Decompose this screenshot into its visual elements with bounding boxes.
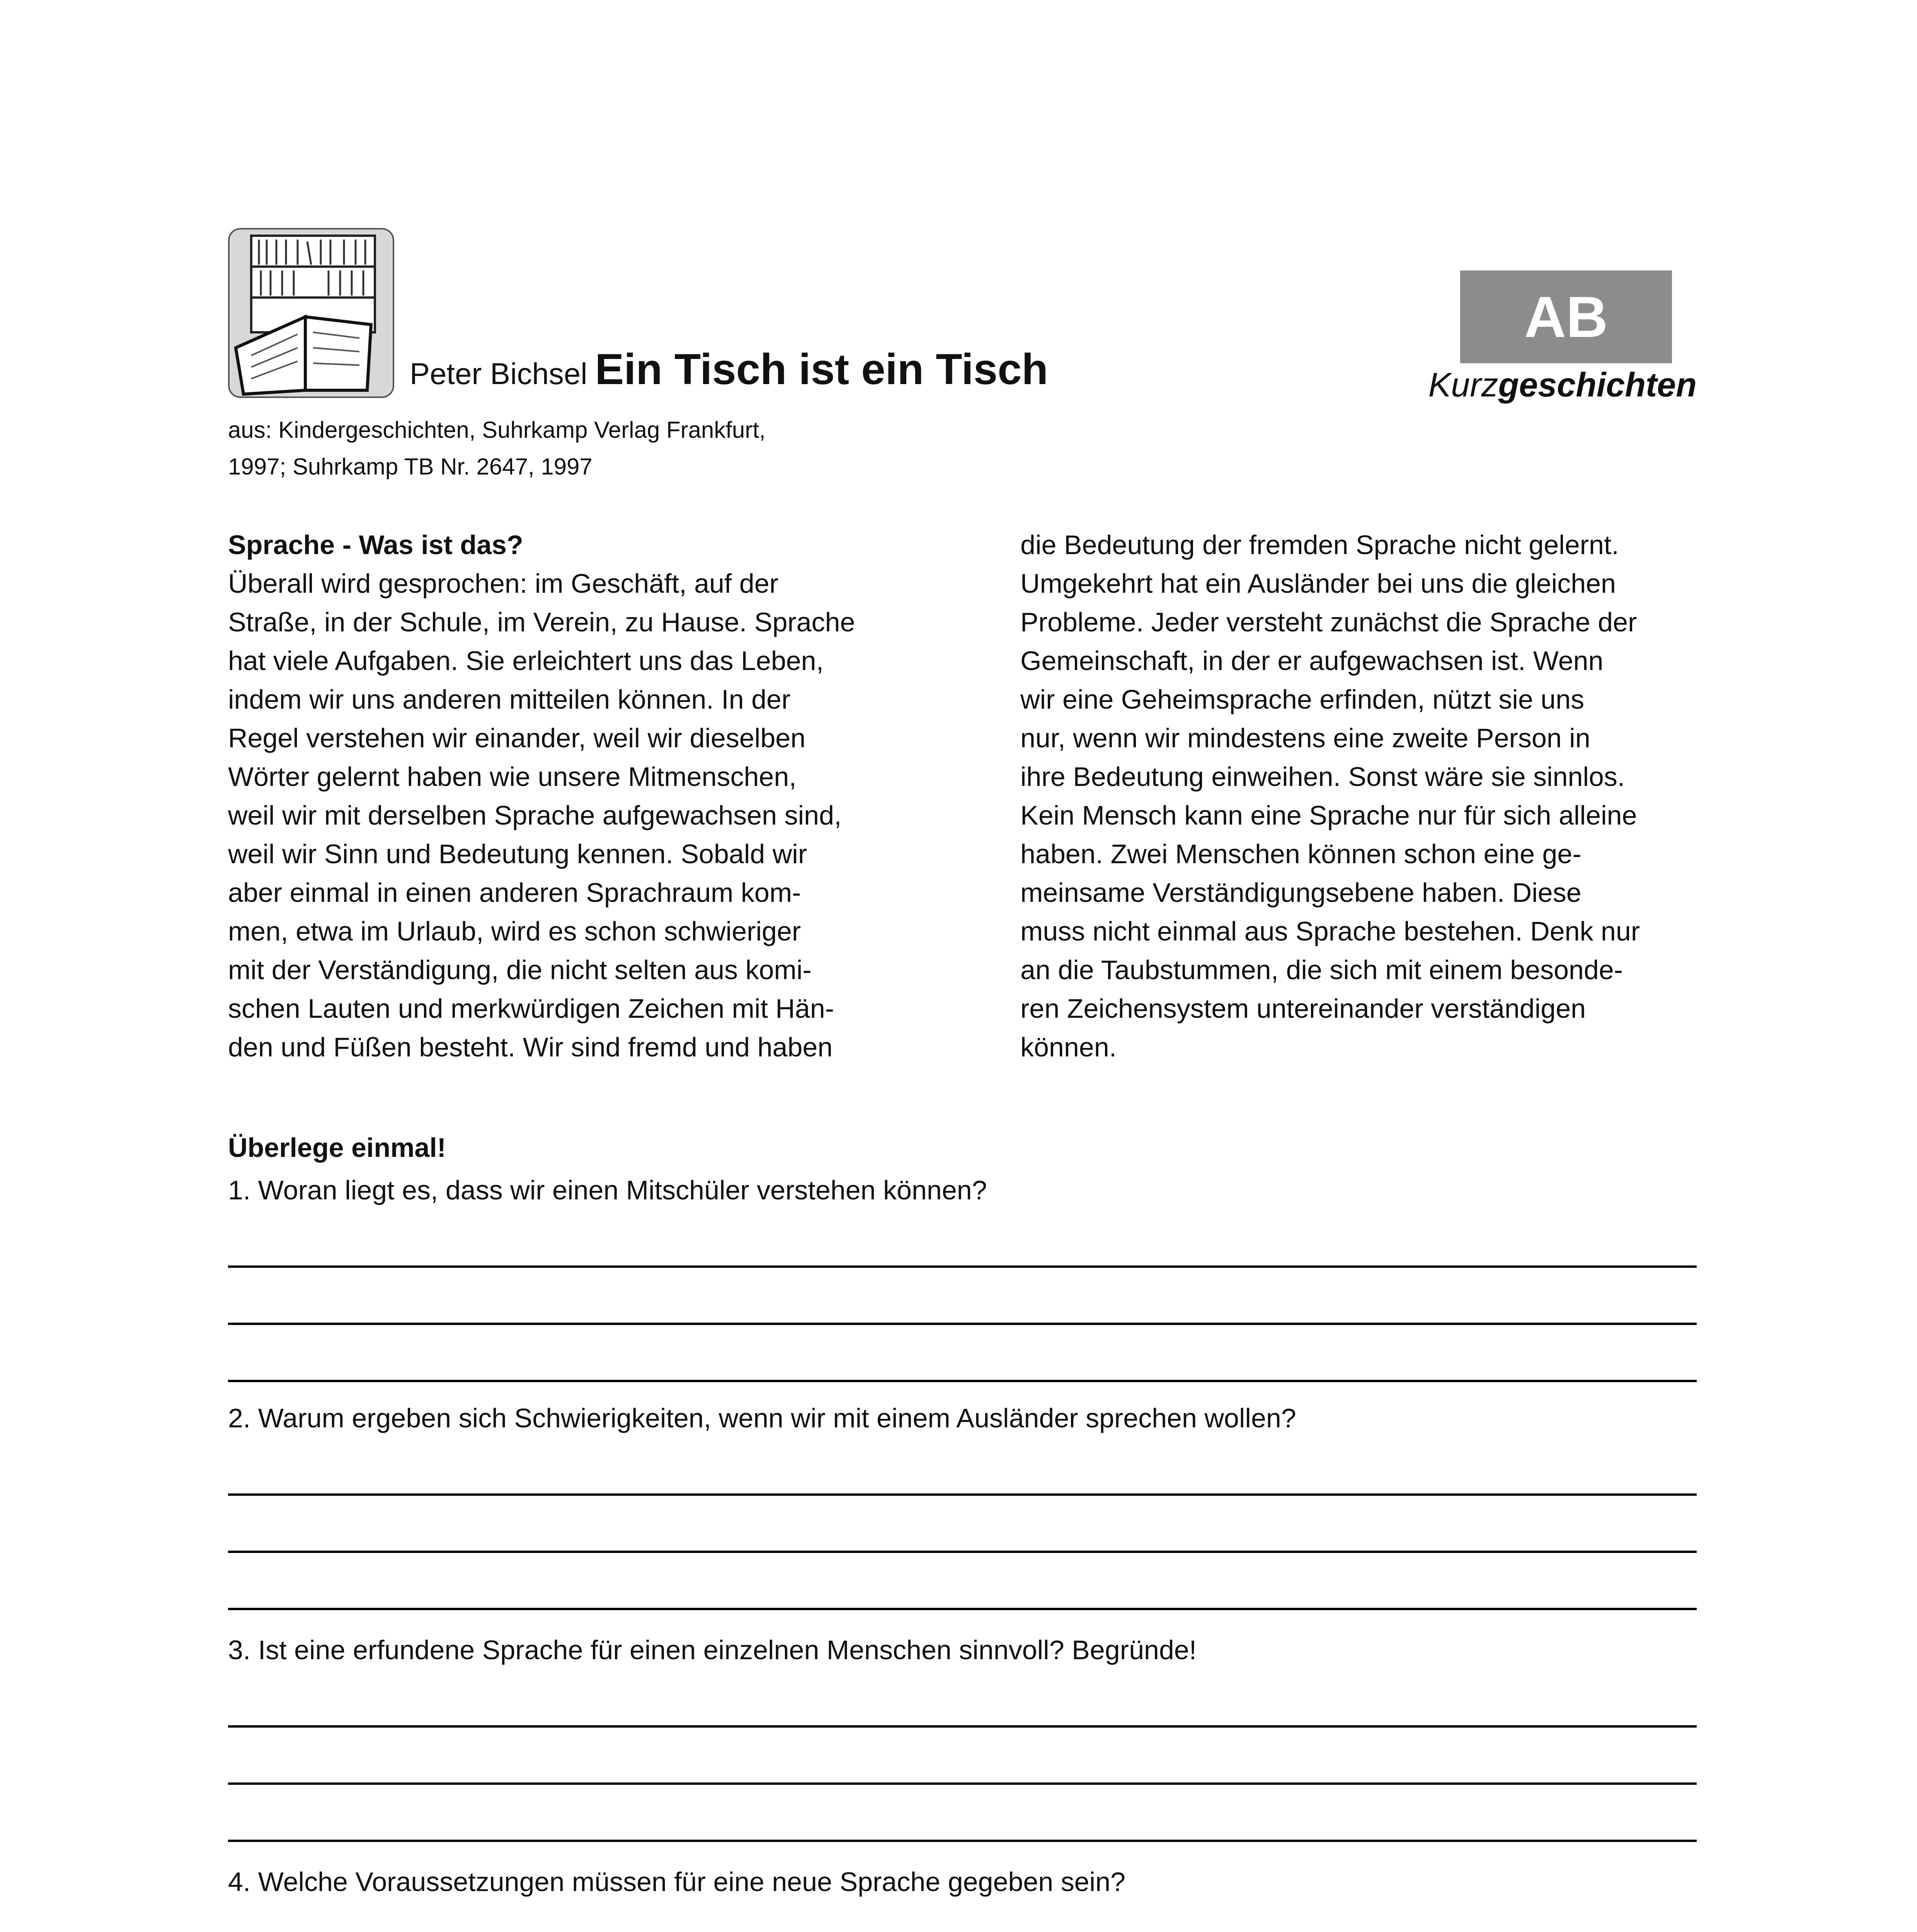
answer-line[interactable] [228,1840,1697,1842]
source-line: aus: Kindergeschichten, Suhrkamp Verlag Frankfurt, [228,417,766,443]
text-line: nur, wenn wir mindestens eine zweite Person in [1020,723,1590,753]
section-heading: Sprache - Was ist das? [228,530,523,560]
title-line [410,345,1048,393]
answer-line[interactable] [228,1782,1697,1785]
left-paragraph [228,564,943,1066]
text-line: wir eine Geheimsprache erfinden, nützt sie uns [1020,684,1585,714]
answer-line[interactable] [228,1608,1697,1610]
text-line: Wörter gelernt haben wie unsere Mitmenschen, [228,762,797,792]
text-line: weil wir mit derselben Sprache aufgewachsen sind, [228,800,842,830]
text-line: weil wir Sinn und Bedeutung kennen. Sobald wir [228,839,807,869]
text-line: an die Taubstummen, die sich mit einem besonde- [1020,955,1623,985]
text-line: Probleme. Jeder versteht zunächst die Sprache der [1020,607,1637,637]
text-line: ihre Bedeutung einweihen. Sonst wäre sie sinnlos. [1020,762,1625,792]
text-line: aber einmal in einen anderen Sprachraum kom- [228,878,801,908]
answer-line[interactable] [228,1265,1697,1268]
text-line: muss nicht einmal aus Sprache bestehen. Denk nur [1020,916,1640,946]
text-line: Straße, in der Schule, im Verein, zu Hause. Sprache [228,607,855,637]
page-title: Ein Tisch ist ein Tisch [595,345,1048,393]
text-line: hat viele Aufgaben. Sie erleichtert uns das Leben, [228,646,824,676]
answer-line[interactable] [228,1380,1697,1382]
bookshelf-with-open-book-icon [228,228,394,398]
exercise-heading: Überlege einmal! [228,1133,446,1163]
text-line: ren Zeichensystem untereinander verständigen [1020,993,1586,1024]
text-line: Überall wird gesprochen: im Geschäft, auf der [228,568,778,599]
text-column-left [228,526,943,1066]
text-line: meinsame Verständigungsebene haben. Diese [1020,878,1582,908]
text-line: Kein Mensch kann eine Sprache nur für sich alleine [1020,800,1637,830]
text-line: Umgekehrt hat ein Ausländer bei uns die gleichen [1020,568,1616,599]
source-reference [228,412,766,485]
text-line: schen Lauten und merkwürdigen Zeichen mit Hän- [228,993,834,1024]
text-line: haben. Zwei Menschen können schon eine ge- [1020,839,1582,869]
ab-badge: AB [1460,270,1672,363]
text-line: mit der Verständigung, die nicht selten aus komi- [228,955,812,985]
question-1: 1. Woran liegt es, dass wir einen Mitschüler verstehen können? [228,1175,987,1205]
text-line: Regel verstehen wir einander, weil wir dieselben [228,723,806,753]
text-line: die Bedeutung der fremden Sprache nicht gelernt. [1020,530,1619,560]
answer-line[interactable] [228,1551,1697,1553]
category-label-regular: Kurz [1428,366,1498,404]
answer-line[interactable] [228,1323,1697,1325]
text-line: indem wir uns anderen mitteilen können. In der [228,684,791,714]
text-line: men, etwa im Urlaub, wird es schon schwieriger [228,916,801,946]
text-column-right [1020,526,1735,1066]
question-2: 2. Warum ergeben sich Schwierigkeiten, wenn wir mit einem Ausländer sprechen wollen? [228,1403,1296,1433]
question-3: 3. Ist eine erfundene Sprache für einen einzelnen Menschen sinnvoll? Begründe! [228,1635,1197,1665]
text-line: Gemeinschaft, in der er aufgewachsen ist. Wenn [1020,646,1604,676]
answer-line[interactable] [228,1725,1697,1728]
text-line: können. [1020,1032,1117,1062]
category-label [1391,365,1697,405]
answer-line[interactable] [228,1493,1697,1496]
category-label-bold: geschichten [1498,366,1697,404]
right-paragraph [1020,526,1735,1066]
question-4: 4. Welche Voraussetzungen müssen für eine neue Sprache gegeben sein? [228,1867,1125,1897]
author-name: Peter Bichsel [410,357,587,391]
source-line: 1997; Suhrkamp TB Nr. 2647, 1997 [228,454,592,480]
text-line: den und Füßen besteht. Wir sind fremd und haben [228,1032,833,1062]
